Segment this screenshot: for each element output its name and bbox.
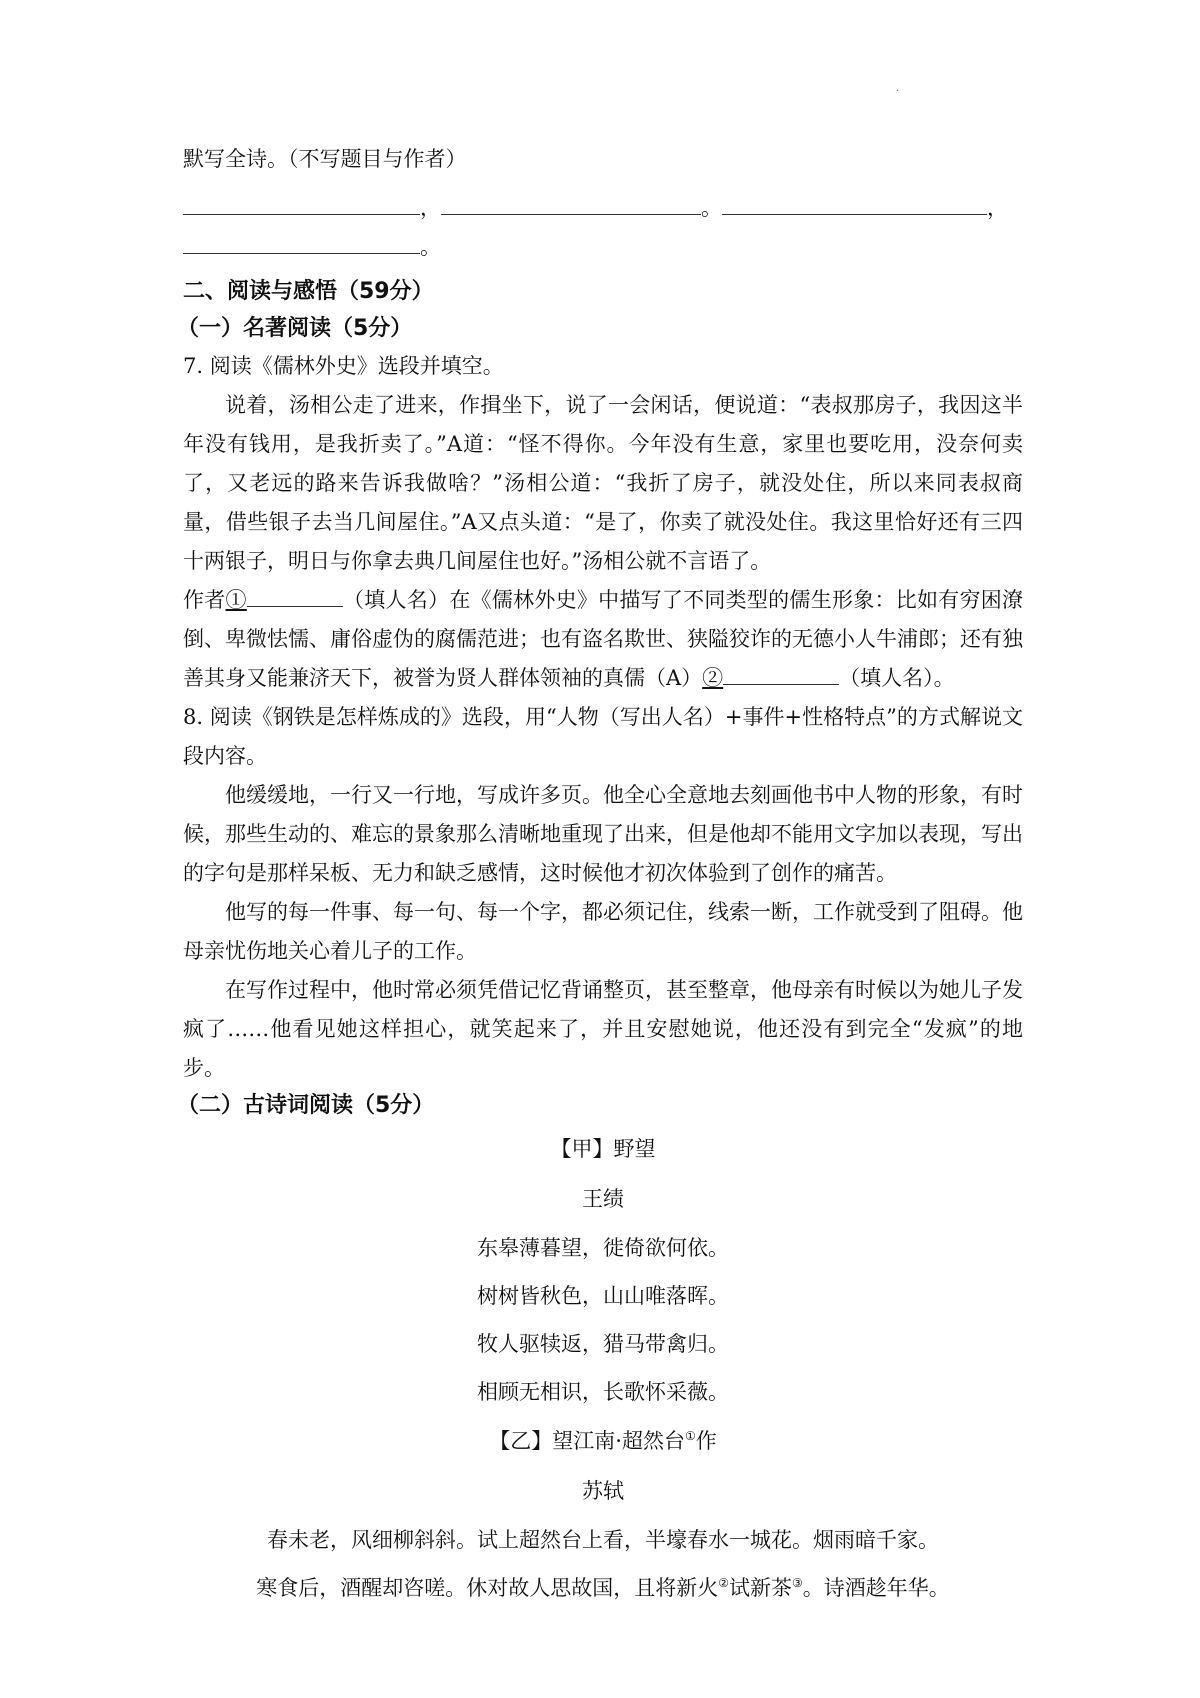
recite-instruction: 默写全诗。（不写题目与作者） xyxy=(183,147,467,171)
poem-a-line: 东皋薄暮望，徙倚欲何依。 xyxy=(477,1236,729,1260)
poem-b-title xyxy=(183,1416,1023,1466)
poem-a-title: 【甲】野望 xyxy=(550,1137,656,1161)
poem-b-title-text: 【乙】望江南·超然台 xyxy=(489,1429,685,1453)
poem-b-title-suffix: 作 xyxy=(695,1429,717,1453)
footnote-marker: ① xyxy=(684,1429,696,1443)
footnote-marker: ③ xyxy=(792,1576,803,1590)
answer-blank[interactable] xyxy=(723,662,839,685)
poem-a-line: 相顾无相识，长歌怀采薇。 xyxy=(477,1380,729,1404)
punct-period: 。 xyxy=(701,196,722,220)
recite-blank-row-2 xyxy=(183,228,1023,267)
punct-comma: ， xyxy=(420,196,441,220)
scan-speck: · xyxy=(896,86,900,97)
section-title: 二、阅读与感悟（59分） xyxy=(183,279,434,304)
circle-number-1: ① xyxy=(225,588,247,612)
page-content xyxy=(177,140,1024,1612)
fill-text: 作者 xyxy=(183,588,226,612)
answer-blank[interactable] xyxy=(247,584,343,607)
answer-blank[interactable] xyxy=(183,231,420,254)
question-8-paragraph-1: 他缓缓地，一行又一行地，写成许多页。他全心全意地去刻画他书中人物的形象，有时候，那些生动的、难忘的景象那么清晰地重现了出来，但是他却不能用文字加以表现，写出的字句是那样呆板、无力和缺乏感情，这时候他才初次体验到了创作的痛苦。 xyxy=(183,783,1023,885)
poem-a-line: 牧人驱犊返，猎马带禽归。 xyxy=(477,1332,729,1356)
recite-blank-row-1 xyxy=(183,189,1023,228)
answer-blank[interactable] xyxy=(722,192,987,215)
part-title: （一）名著阅读（5分） xyxy=(177,316,413,341)
poem-b-line-2 xyxy=(183,1564,1023,1612)
question-7-passage: 说着，汤相公走了进来，作揖坐下，说了一会闲话，便说道：“表叔那房子，我因这半年没有钱用，是我折卖了。”A道：“怪不得你。今年没有生意，家里也要吃用，没奈何卖了，又老远的路来告诉我做啥？”汤相公道：“我折了房子，就没处住，所以来同表叔商量，借些银子去当几间屋住。”A又点头道：“是了，你卖了就没处住。我这里恰好还有三四十两银子，明日与你拿去典几间屋住也好。”汤相公就不言语了。 xyxy=(183,393,1023,573)
fill-text: （填人名）。 xyxy=(839,666,955,690)
fill-text: （填人名）在《儒林外史》中描写了不同类型的儒生形象：比如有穷困潦倒、卑微怯懦、庸俗虚伪的腐儒范进；也有盗名欺世、狭隘狡诈的无德小人牛浦郎；还有独善其身又能兼济天下，被誉为贤人群体领袖的真儒（A） xyxy=(183,588,1024,690)
poem-b-line-2-text: 试新茶 xyxy=(729,1576,792,1600)
poem-a-line: 树树皆秋色，山山唯落晖。 xyxy=(477,1284,729,1308)
poem-b-line-2-text: 寒食后，酒醒却咨嗟。休对故人思故国，且将新火 xyxy=(256,1576,719,1600)
footnote-marker: ② xyxy=(718,1576,729,1590)
punct-period: 。 xyxy=(420,235,441,259)
question-7-fill xyxy=(183,581,1023,698)
poem-b-line-1: 春未老，风细柳斜斜。试上超然台上看，半壕春水一城花。烟雨暗千家。 xyxy=(267,1528,939,1552)
circle-number-2: ② xyxy=(702,666,724,690)
question-8-paragraph-3: 在写作过程中，他时常必须凭借记忆背诵整页，甚至整章，他母亲有时候以为她儿子发疯了……他看见她这样担心，就笑起来了，并且安慰她说，他还没有到完全“发疯”的地步。 xyxy=(183,978,1023,1080)
answer-blank[interactable] xyxy=(183,192,420,215)
question-8-prompt: 8. 阅读《钢铁是怎样炼成的》选段，用“人物（写出人名）+事件+性格特点”的方式解说文段内容。 xyxy=(183,705,1023,768)
part-title: （二）古诗词阅读（5分） xyxy=(177,1093,435,1118)
question-8-paragraph-2: 他写的每一件事、每一句、每一个字，都必须记住，线索一断，工作就受到了阻碍。他母亲忧伤地关心着儿子的工作。 xyxy=(183,900,1023,963)
poem-b-author: 苏轼 xyxy=(582,1479,624,1503)
punct-comma: ， xyxy=(987,196,1008,220)
question-7-prompt: 7. 阅读《儒林外史》选段并填空。 xyxy=(183,354,504,378)
poem-b-line-2-text: 。诗酒趁年华。 xyxy=(802,1576,950,1600)
poem-a-author: 王绩 xyxy=(582,1187,624,1211)
answer-blank[interactable] xyxy=(441,192,701,215)
